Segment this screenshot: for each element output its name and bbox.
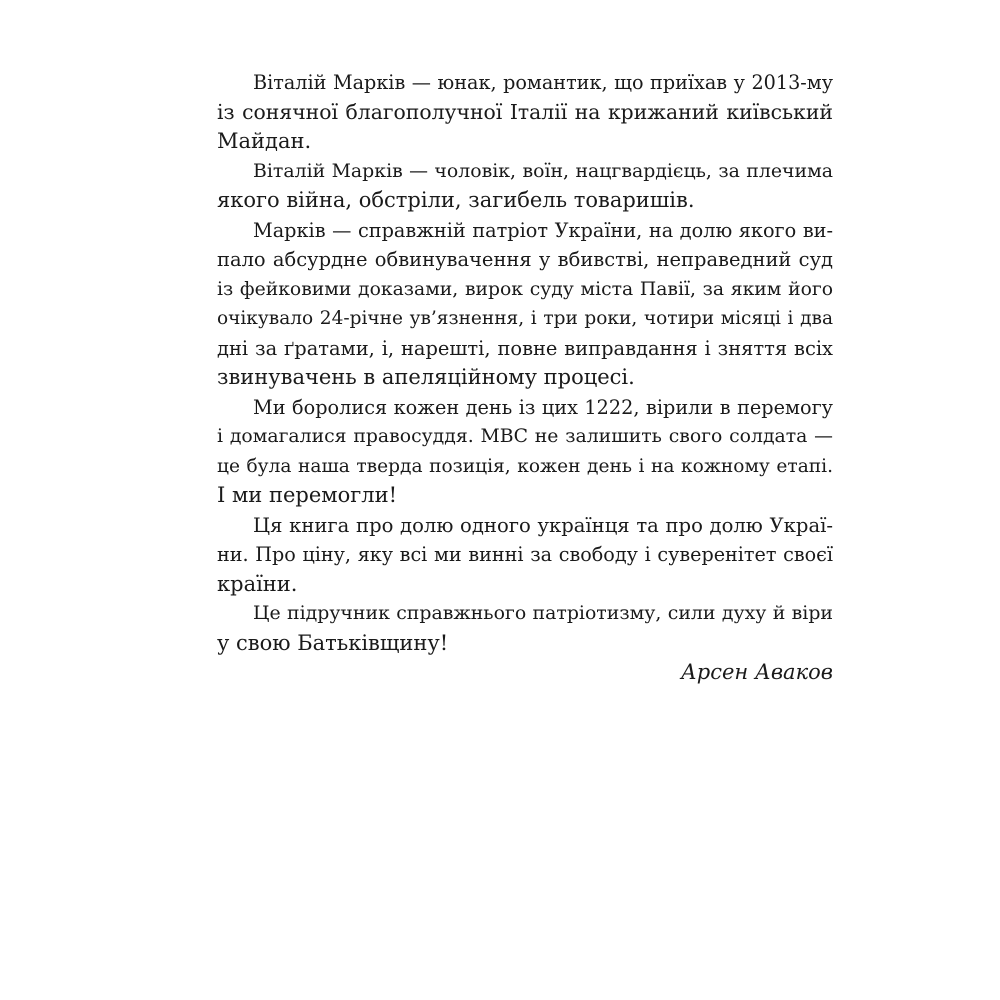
- paragraph-3: [217, 216, 833, 393]
- text-line: ни. Про ціну, яку всі ми винні за свободу і суверенітет своєї: [217, 543, 833, 566]
- text-line: і домагалися правосуддя. МВС не залишить свого солдата —: [217, 426, 833, 447]
- text-line: якого війна, обстріли, загибель товаришів.: [217, 188, 695, 212]
- text-line: це була наша тверда позиція, кожен день і на кожному етапі.: [217, 455, 833, 477]
- text-page: [217, 68, 833, 688]
- text-line: Ця книга про долю одного українця та про долю Украї-: [253, 513, 833, 537]
- author-signature: Арсен Аваков: [680, 660, 833, 684]
- paragraph-5: [217, 511, 833, 600]
- text-line: Ми боролися кожен день із цих 1222, вірили в перемогу: [253, 395, 833, 419]
- text-line: Це підручник справжнього патріотизму, сили духу й віри: [253, 602, 833, 624]
- text-line: пало абсурдне обвинувачення у вбивстві, неправедний суд: [217, 248, 833, 271]
- text-line: звинувачень в апеляційному процесі.: [217, 365, 635, 389]
- text-line: дні за ґратами, і, нарешті, повне виправдання і зняття всіх: [217, 336, 833, 360]
- text-line: із фейковими доказами, вирок суду міста Павії, за яким його: [217, 278, 833, 300]
- paragraph-2: [217, 157, 833, 216]
- text-line: очікувало 24-річне ув’язнення, і три роки, чотири місяці і два: [217, 308, 833, 329]
- text-line: І ми перемогли!: [217, 483, 398, 507]
- text-line: із сонячної благополучної Італії на крижаний київський: [217, 99, 833, 124]
- text-line: у свою Батьківщину!: [217, 630, 449, 655]
- text-line: Марків — справжній патріот України, на долю якого ви-: [253, 218, 833, 242]
- paragraph-4: [217, 393, 833, 511]
- text-line: країни.: [217, 571, 298, 596]
- text-line: Віталій Марків — юнак, романтик, що приїхав у 2013-му: [253, 71, 833, 94]
- paragraph-1: [217, 68, 833, 157]
- text-line: Майдан.: [217, 129, 312, 153]
- text-line: Віталій Марків — чоловік, воїн, нацгвардієць, за плечима: [253, 159, 833, 182]
- paragraph-6: [217, 599, 833, 658]
